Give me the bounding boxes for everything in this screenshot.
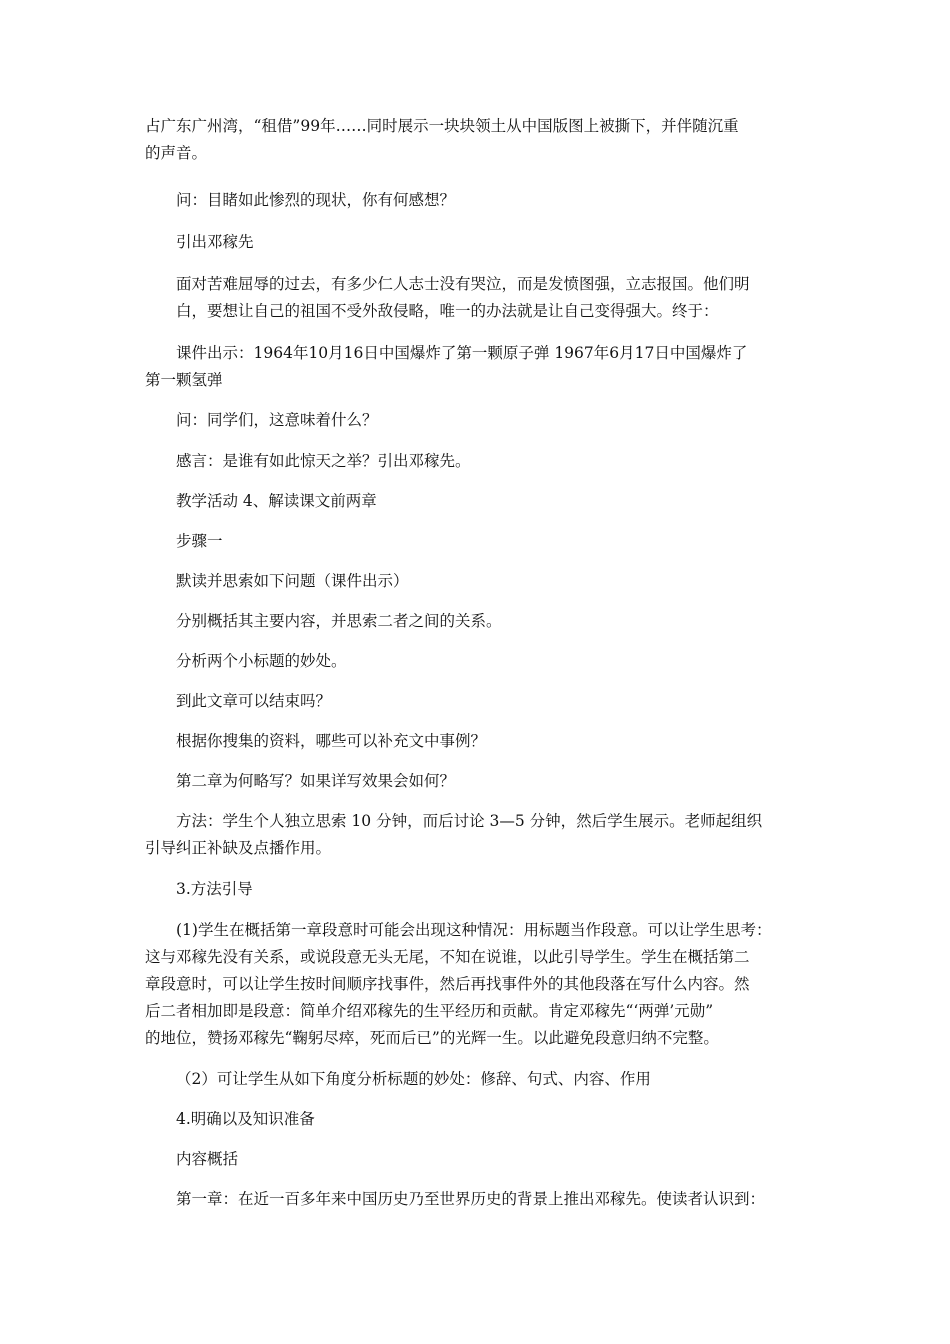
paragraph-4 [145,271,820,325]
line: （2）可让学生从如下角度分析标题的妙处：修辞、句式、内容、作用 [176,1070,651,1088]
paragraph-9 [145,528,820,555]
paragraph-11 [145,608,820,635]
line: 的地位，赞扬邓稼先“鞠躬尽瘁，死而后已”的光辉一生。以此避免段意归纳不完整。 [145,1029,719,1047]
line: 后二者相加即是段意：简单介绍邓稼先的生平经历和贡献。肯定邓稼先“‘两弹’元勋” [145,1002,714,1020]
line: 3.方法引导 [176,880,253,898]
line: 第二章为何略写？如果详写效果会如何？ [176,772,456,790]
line: 问：同学们，这意味着什么？ [176,411,378,429]
line: 白，要想让自己的祖国不受外敌侵略，唯一的办法就是让自己变得强大。终于： [176,302,719,320]
line: 这与邓稼先没有关系，或说段意无头无尾，不知在说谁，以此引导学生。学生在概括第二 [145,948,750,966]
paragraph-10 [145,568,820,595]
paragraph-14 [145,728,820,755]
line: 问：目睹如此惨烈的现状，你有何感想？ [176,191,456,209]
paragraph-2 [145,187,820,214]
line: 的声音。 [145,144,208,162]
paragraph-1 [145,113,820,167]
line: 教学活动 4、解读课文前两章 [176,492,377,510]
paragraph-6 [145,407,820,434]
line: 引导纠正补缺及点播作用。 [145,839,332,857]
paragraph-7 [145,448,820,475]
line: (1)学生在概括第一章段意时可能会出现这种情况：用标题当作段意。可以让学生思考： [176,921,772,939]
paragraph-21 [145,1146,820,1173]
line: 4.明确以及知识准备 [176,1110,315,1128]
paragraph-13 [145,688,820,715]
line: 内容概括 [176,1150,239,1168]
paragraph-19 [145,1066,820,1093]
paragraph-18 [145,917,820,1052]
paragraph-5 [145,340,820,394]
line: 感言：是谁有如此惊天之举？引出邓稼先。 [176,452,471,470]
line: 到此文章可以结束吗？ [176,692,332,710]
line: 第一颗氢弹 [145,371,223,389]
line: 分析两个小标题的妙处。 [176,652,347,670]
paragraph-8 [145,488,820,515]
paragraph-15 [145,768,820,795]
line: 课件出示：1964年10月16日中国爆炸了第一颗原子弹 1967年6月17日中国爆炸了 [176,344,748,362]
paragraph-3 [145,229,820,256]
paragraph-20 [145,1106,820,1133]
line: 方法：学生个人独立思索 10 分钟，而后讨论 3—5 分钟，然后学生展示。老师起组织 [176,812,763,830]
paragraph-16 [145,808,820,862]
line: 第一章：在近一百多年来中国历史乃至世界历史的背景上推出邓稼先。使读者认识到： [176,1190,766,1208]
line: 占广东广州湾，“租借”99年……同时展示一块块领土从中国版图上被撕下，并伴随沉重 [145,117,739,135]
line: 默读并思索如下问题（课件出示） [176,572,409,590]
paragraph-22 [145,1186,820,1213]
line: 分别概括其主要内容，并思索二者之间的关系。 [176,612,502,630]
line: 根据你搜集的资料，哪些可以补充文中事例？ [176,732,487,750]
paragraph-12 [145,648,820,675]
line: 面对苦难屈辱的过去，有多少仁人志士没有哭泣，而是发愤图强，立志报国。他们明 [176,275,750,293]
paragraph-17 [145,876,820,903]
line: 引出邓稼先 [176,233,254,251]
line: 步骤一 [176,532,223,550]
line: 章段意时，可以让学生按时间顺序找事件，然后再找事件外的其他段落在写什么内容。然 [145,975,750,993]
